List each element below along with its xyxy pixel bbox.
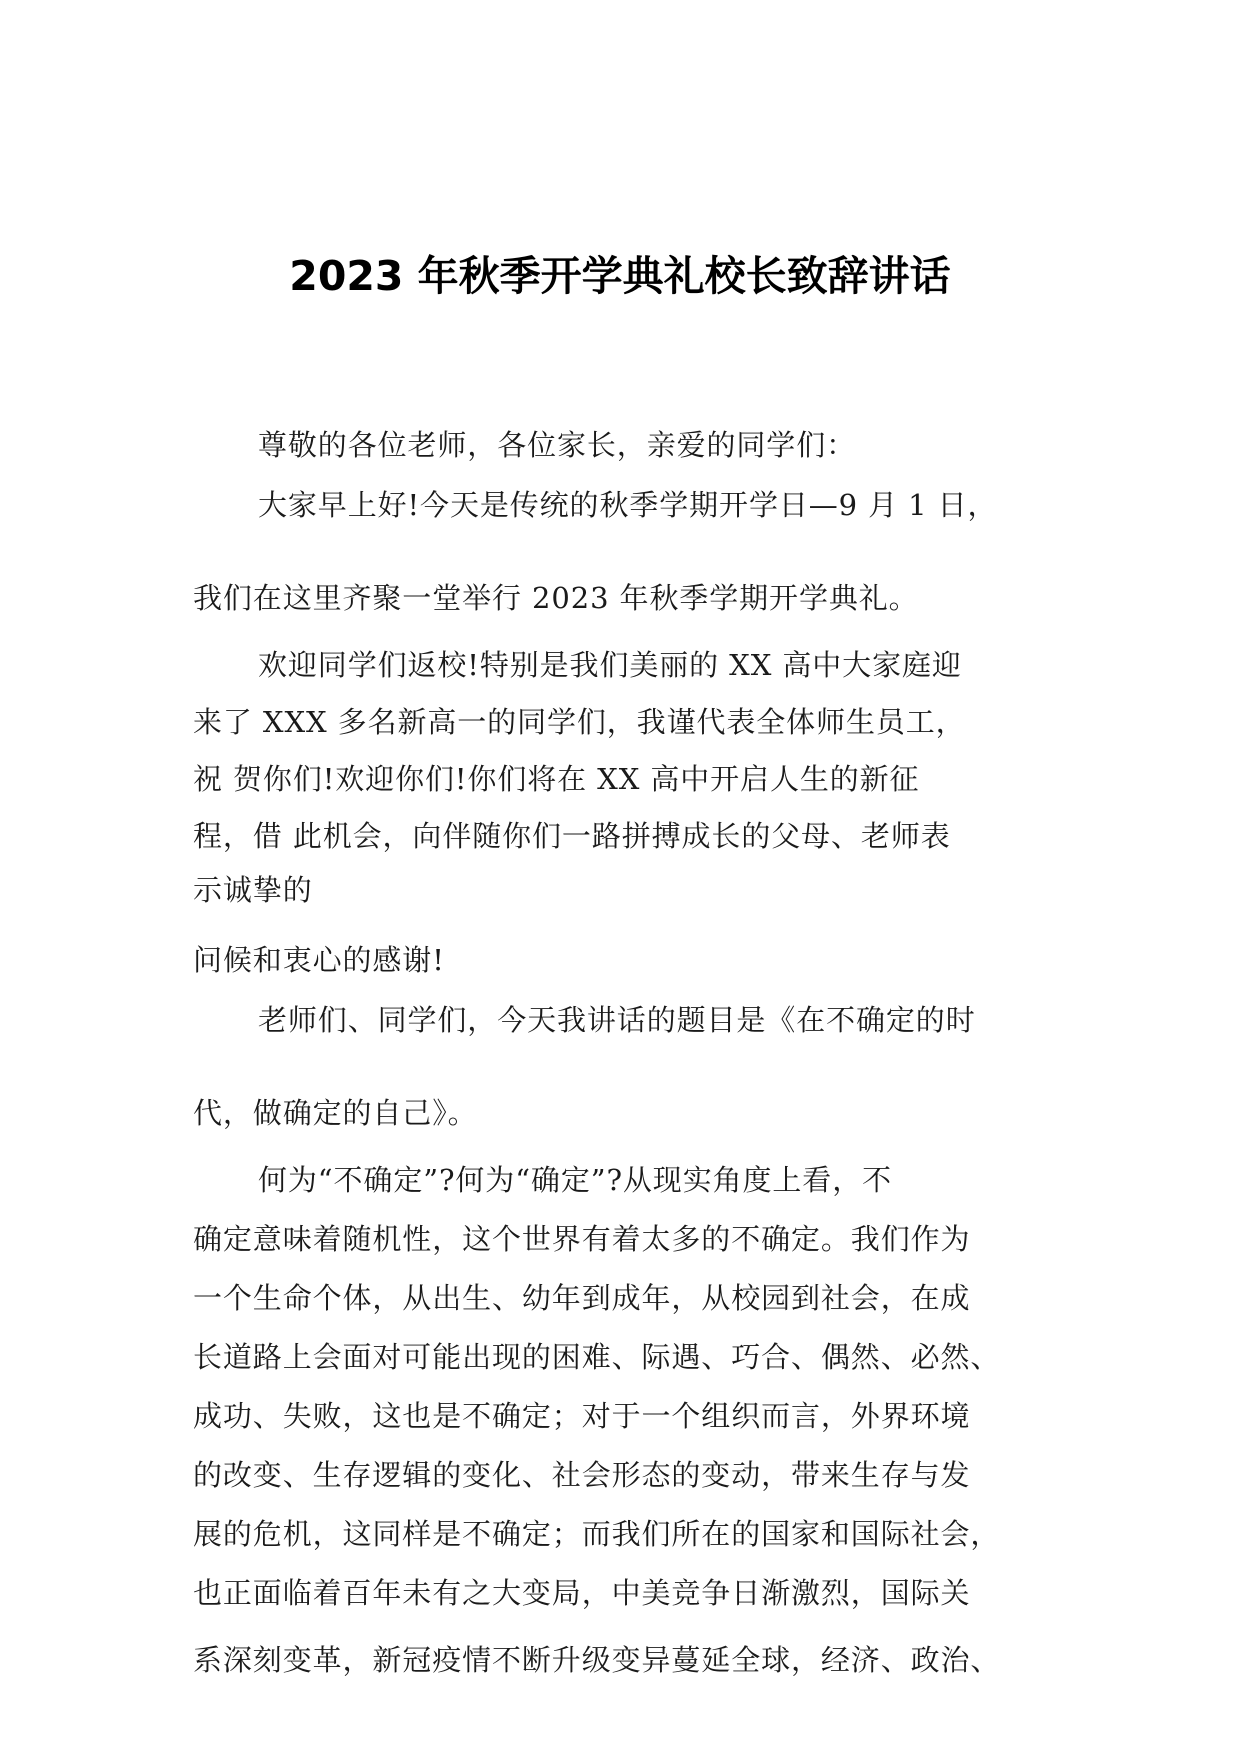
paragraph-line: 何为“不确定”?何为“确定”?从现实角度上看，不 — [258, 1163, 892, 1197]
document-title: 2023 年秋季开学典礼校长致辞讲话 — [289, 252, 951, 300]
paragraph-line: 一个生命个体，从出生、幼年到成年，从校园到社会，在成 — [193, 1281, 971, 1315]
paragraph-line: 成功、失败，这也是不确定；对于一个组织而言，外界环境 — [193, 1399, 971, 1433]
paragraph-line: 问候和衷心的感谢! — [193, 943, 445, 977]
paragraph-line: 我们在这里齐聚一堂举行 2023 年秋季学期开学典礼。 — [193, 581, 919, 615]
paragraph-line: 展的危机，这同样是不确定；而我们所在的国家和国际社会， — [193, 1517, 1001, 1551]
paragraph-line: 长道路上会面对可能出现的困难、际遇、巧合、偶然、必然、 — [193, 1340, 1001, 1374]
paragraph-line: 示诚挚的 — [193, 873, 313, 907]
paragraph-line: 老师们、同学们，今天我讲话的题目是《在不确定的时 — [258, 1003, 976, 1037]
paragraph-line: 代，做确定的自己》。 — [193, 1096, 478, 1130]
paragraph-line: 的改变、生存逻辑的变化、社会形态的变动，带来生存与发 — [193, 1458, 971, 1492]
paragraph-line: 系深刻变革，新冠疫情不断升级变异蔓延全球，经济、政治、 — [193, 1643, 1001, 1677]
paragraph-line: 来了 XXX 多名新高一的同学们，我谨代表全体师生员工， — [193, 705, 966, 739]
paragraph-line: 确定意味着随机性，这个世界有着太多的不确定。我们作为 — [193, 1222, 971, 1256]
paragraph-line: 尊敬的各位老师，各位家长，亲爱的同学们： — [258, 428, 857, 462]
paragraph-line: 程，借 此机会，向伴随你们一路拼搏成长的父母、老师表 — [193, 819, 951, 853]
paragraph-line: 祝 贺你们!欢迎你们!你们将在 XX 高中开启人生的新征 — [193, 762, 920, 796]
paragraph-line: 也正面临着百年未有之大变局，中美竞争日渐激烈，国际关 — [193, 1576, 971, 1610]
paragraph-line: 欢迎同学们返校!特别是我们美丽的 XX 高中大家庭迎 — [258, 648, 962, 682]
paragraph-line: 大家早上好!今天是传统的秋季学期开学日—9 月 1 日， — [258, 488, 998, 522]
